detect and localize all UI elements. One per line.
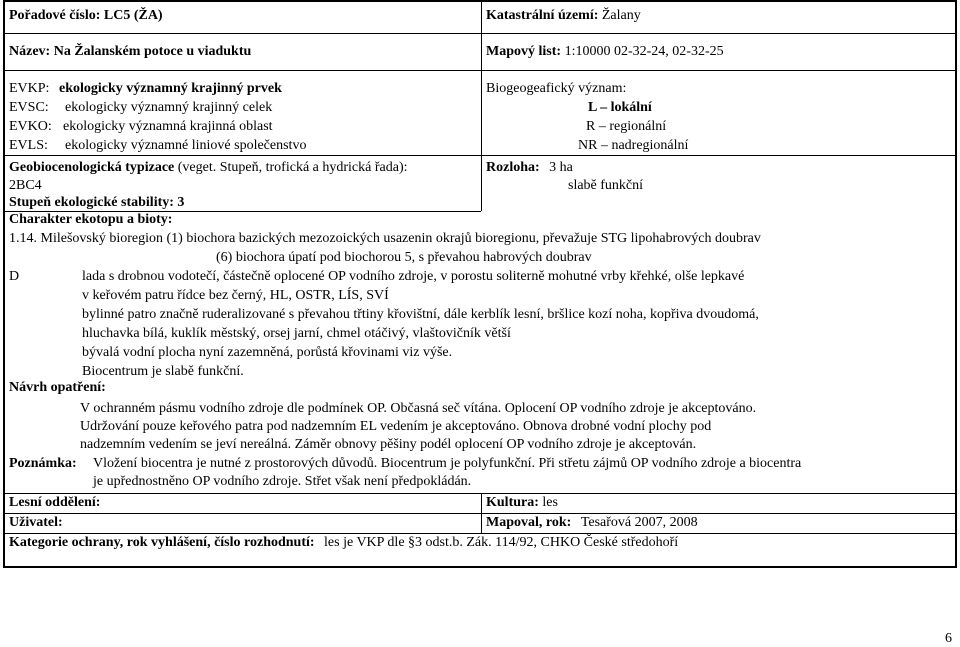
map-label: Mapový list: (486, 44, 562, 59)
row-divider (3, 513, 957, 514)
legend-abbr: EVLS: (9, 138, 48, 153)
legend-abbr: EVSC: (9, 100, 49, 115)
name-field (9, 44, 251, 60)
order-label: Pořadové číslo: (9, 8, 101, 23)
note-line: Vložení biocentra je nutné z prostorových důvodů. Biocentrum je polyfunkční. Při střetu zájmů OP vodního zdroje a biocentra (93, 456, 802, 471)
ecotope-label: Charakter ekotopu a bioty: (9, 212, 173, 227)
culture-label: Kultura: (486, 495, 539, 510)
ecotope-line: (6) biochora úpatí pod biochorou 5, s převahou habrových doubrav (216, 250, 592, 265)
legend-text: ekologicky významné liniové společenstvo (65, 138, 307, 153)
row-divider (3, 70, 957, 71)
column-divider (481, 493, 482, 533)
name-value: Na Žalanském potoce u viaduktu (53, 44, 252, 59)
typization-field (9, 160, 408, 176)
area-field (486, 160, 573, 176)
measures-label: Návrh opatření: (9, 380, 106, 395)
protection-label: Kategorie ochrany, rok vyhlášení, číslo rozhodnutí: (9, 535, 315, 550)
biogeo-local: L – lokální (588, 100, 652, 115)
legend-abbr: EVKP: (9, 81, 50, 96)
ecotope-line: bývalá vodní plocha nyní zazemněná, porůstá křovinami viz výše. (82, 345, 453, 360)
biogeo-regional: R – regionální (586, 119, 667, 134)
row-divider (3, 493, 957, 494)
note-field (9, 456, 801, 472)
cadastral-value: Žalany (601, 8, 641, 23)
stability-field (9, 195, 184, 211)
measures-line: Udržování pouze keřového patra pod nadzemním EL vedením je akceptováno. Obnova drobné vodní plochy pod (80, 419, 712, 434)
cadastral-label: Katastrální území: (486, 8, 599, 23)
forest-label: Lesní oddělení: (9, 495, 101, 510)
mapped-field (486, 515, 698, 531)
ecotope-line: bylinné patro značně ruderalizované s převahou třtiny křovištní, dále kerblík lesní, bršlice kozí noha, kopřiva dvoudomá, (82, 307, 759, 322)
ecotope-line: hluchavka bílá, kuklík městský, orsej jarní, chmel otáčivý, vlaštovičník větší (82, 326, 511, 341)
stability-value: 3 (177, 195, 185, 210)
culture-value: les (542, 495, 558, 510)
map-field (486, 44, 724, 60)
measures-line: nadzemním vedením se jeví nereálná. Záměr obnovy pěšiny podél oplocení OP vodního zdroje je akceptován. (80, 437, 697, 452)
area-label: Rozloha: (486, 160, 540, 175)
ecotope-line: Biocentrum je slabě funkční. (82, 364, 244, 379)
area-function: slabě funkční (568, 178, 644, 193)
cadastral-field (486, 8, 641, 24)
legend-evsc (9, 100, 272, 116)
column-divider (481, 0, 482, 211)
name-label: Název: (9, 44, 51, 59)
measures-line: V ochranném pásmu vodního zdroje dle podmínek OP. Občasná seč vítána. Oplocení OP vodního zdroje je akceptováno. (80, 401, 757, 416)
ecotope-line: v keřovém patru řídce bez černý, HL, OSTR, LÍS, SVÍ (82, 288, 389, 303)
mapped-value: Tesařová 2007, 2008 (580, 515, 698, 530)
stability-label: Stupeň ekologické stability: (9, 195, 174, 210)
mapped-label: Mapoval, rok: (486, 515, 572, 530)
legend-text: ekologicky významný krajinný prvek (59, 81, 282, 96)
legend-text: ekologicky významná krajinná oblast (63, 119, 273, 134)
typization-label: Geobiocenologická typizace (9, 160, 175, 175)
ecotope-line: lada s drobnou vodotečí, částečně oplocené OP vodního zdroje, v porostu soliterně mohutné vrby křehké, olše lepkavé (82, 269, 745, 284)
ecotope-d-letter: D (9, 269, 20, 284)
user-label: Uživatel: (9, 515, 63, 530)
biogeo-title: Biogeogeafický význam: (486, 81, 627, 96)
legend-evkp (9, 81, 282, 97)
legend-evko (9, 119, 273, 135)
protection-field (9, 535, 678, 551)
culture-field (486, 495, 558, 511)
typization-value: 2BC4 (9, 178, 42, 193)
row-divider (3, 533, 957, 534)
ecotope-line: 1.14. Milešovský bioregion (1) biochora bazických mezozoických usazenin okrajů bioregionu, převažuje STG lipohabrových doubrav (9, 231, 761, 246)
order-value: LC5 (ŽA) (103, 8, 163, 23)
row-divider (3, 33, 957, 34)
row-divider (3, 155, 957, 156)
note-line: je upřednostněno OP vodního zdroje. Střet však není předpokládán. (93, 474, 472, 489)
typization-note: (veget. Stupeň, trofická a hydrická řada): (177, 160, 408, 175)
note-label: Poznámka: (9, 456, 77, 471)
legend-evls (9, 138, 306, 154)
order-field (9, 8, 163, 24)
biogeo-supraregional: NR – nadregionální (578, 138, 689, 153)
area-value: 3 ha (549, 160, 573, 175)
legend-text: ekologicky významný krajinný celek (65, 100, 273, 115)
protection-value: les je VKP dle §3 odst.b. Zák. 114/92, CHKO České středohoří (324, 535, 679, 550)
legend-abbr: EVKO: (9, 119, 52, 134)
page-number: 6 (945, 631, 952, 646)
map-value: 1:10000 02-32-24, 02-32-25 (564, 44, 724, 59)
